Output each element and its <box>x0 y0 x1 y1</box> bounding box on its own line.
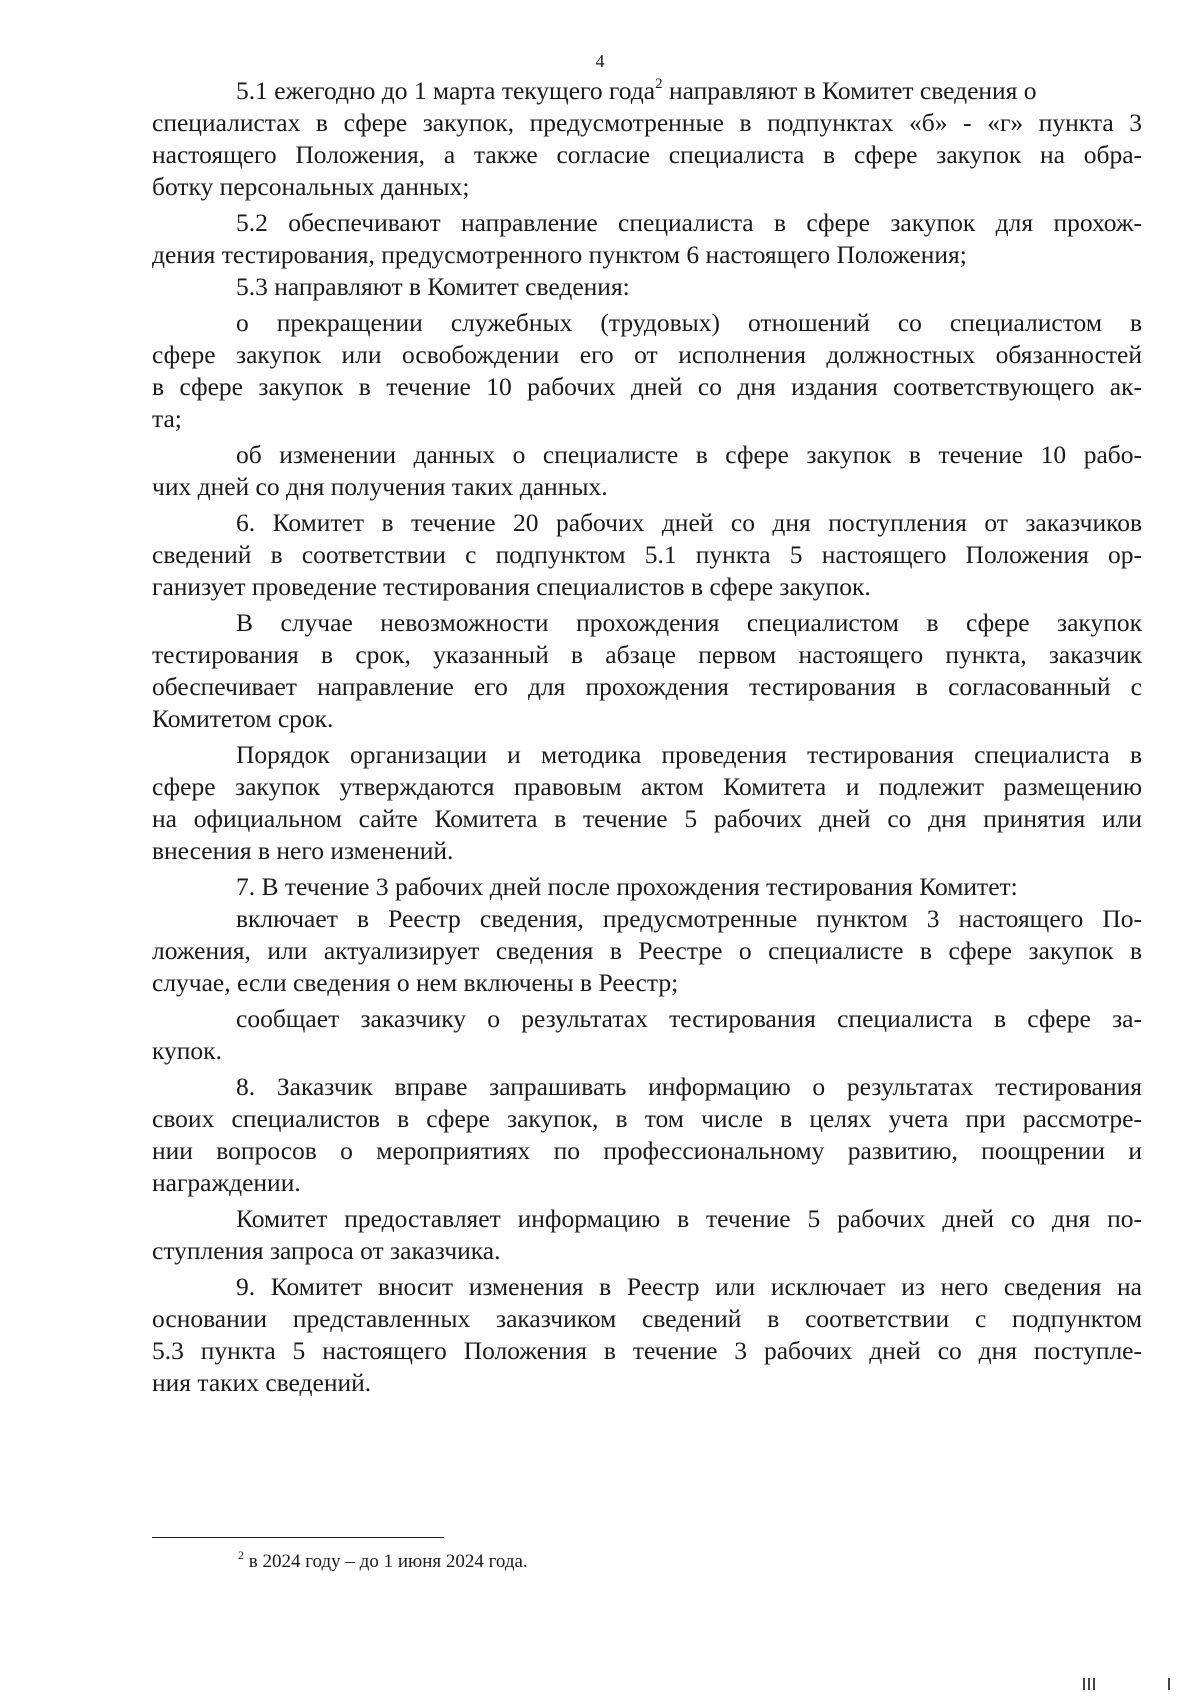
body-text-line <box>152 803 1142 835</box>
body-text-line <box>236 75 1037 107</box>
body-text-line <box>236 1203 1142 1235</box>
line-text: ступления запроса от заказчика. <box>152 1236 501 1265</box>
body-text-line <box>152 1135 1142 1167</box>
body-text-line <box>152 371 1142 403</box>
line-text: ботку персональных данных; <box>152 172 470 201</box>
line-text: обеспечивает направление его для прохождения тестирования в согласованный с <box>152 672 1142 701</box>
body-text-line <box>152 639 1142 671</box>
line-text: случае, если сведения о нем включены в Реестр; <box>152 968 679 997</box>
line-text-tail: направляют в Комитет сведения о <box>662 76 1037 105</box>
line-text: настоящего Положения, а также согласие специалиста в сфере закупок на обра- <box>152 140 1142 169</box>
line-text: чих дней со дня получения таких данных. <box>152 472 608 501</box>
scan-artifact-mark <box>1168 1678 1170 1690</box>
line-text: 9. Комитет вносит изменения в Реестр или исключает из него сведения на <box>236 1272 1142 1301</box>
line-text: своих специалистов в сфере закупок, в том числе в целях учета при рассмотре- <box>152 1104 1142 1133</box>
scan-artifact-mark <box>1083 1678 1085 1690</box>
line-text: тестирования в срок, указанный в абзаце первом настоящего пункта, заказчик <box>152 640 1142 669</box>
body-text-line <box>152 1335 1142 1367</box>
body-text-line <box>152 403 182 435</box>
line-text: ганизует проведение тестирования специалистов в сфере закупок. <box>152 572 871 601</box>
body-text-line <box>152 1167 301 1199</box>
body-text-line <box>152 339 1142 371</box>
line-text: 6. Комитет в течение 20 рабочих дней со дня поступления от заказчиков <box>236 508 1142 537</box>
body-text-line <box>152 935 1142 967</box>
body-text-line <box>152 471 608 503</box>
body-text-line <box>152 1367 371 1399</box>
footnote <box>238 1550 528 1574</box>
body-text-line <box>152 835 453 867</box>
scan-artifact-mark <box>1088 1678 1090 1690</box>
line-text: сфере закупок или освобождении его от исполнения должностных обязанностей <box>152 340 1142 369</box>
page-number: 4 <box>595 51 605 71</box>
line-text: об изменении данных о специалисте в сфере закупок в течение 10 рабо- <box>236 440 1142 469</box>
body-text-line <box>152 171 469 203</box>
line-text: ложения, или актуализирует сведения в Реестре о специалисте в сфере закупок в <box>152 936 1142 965</box>
line-text: Комитетом срок. <box>152 704 334 733</box>
body-text-line <box>236 607 1142 639</box>
line-text: 8. Заказчик вправе запрашивать информацию о результатах тестирования <box>236 1072 1142 1101</box>
footnote-mark: 2 <box>238 1548 244 1562</box>
footnote-reference: 2 <box>655 76 663 92</box>
body-text-line <box>236 307 1142 339</box>
body-text-line <box>236 1271 1142 1303</box>
line-text: о прекращении служебных (трудовых) отношений со специалистом в <box>236 308 1142 337</box>
body-text-line <box>152 571 871 603</box>
body-text-line <box>152 239 967 271</box>
line-text: Комитет предоставляет информацию в течение 5 рабочих дней со дня по- <box>236 1204 1142 1233</box>
line-text: 7. В течение 3 рабочих дней после прохождения тестирования Комитет: <box>236 872 1018 901</box>
line-text: В случае невозможности прохождения специалистом в сфере закупок <box>236 608 1142 637</box>
line-text: дения тестирования, предусмотренного пунктом 6 настоящего Положения; <box>152 240 967 269</box>
line-text: 5.1 ежегодно до 1 марта текущего года <box>236 76 656 105</box>
body-text-line <box>236 439 1142 471</box>
line-text: на официальном сайте Комитета в течение 5 рабочих дней со дня принятия или <box>152 804 1142 833</box>
line-text: включает в Реестр сведения, предусмотренные пунктом 3 настоящего По- <box>236 904 1142 933</box>
body-text-line <box>152 1303 1142 1335</box>
body-text-line <box>152 107 1142 139</box>
body-text-line <box>152 1235 501 1267</box>
line-text: 5.2 обеспечивают направление специалиста в сфере закупок для прохож- <box>236 208 1142 237</box>
body-text-line <box>236 271 630 303</box>
line-text: 5.3 направляют в Комитет сведения: <box>236 272 630 301</box>
body-text-line <box>152 1103 1142 1135</box>
body-text-line <box>152 539 1142 571</box>
line-text: сфере закупок утверждаются правовым актом Комитета и подлежит размещению <box>152 772 1142 801</box>
body-text-line <box>236 207 1142 239</box>
body-text-line <box>236 739 1142 771</box>
line-text: в сфере закупок в течение 10 рабочих дней со дня издания соответствующего ак- <box>152 372 1142 401</box>
line-text: специалистах в сфере закупок, предусмотренные в подпунктах «б» - «г» пункта 3 <box>152 108 1142 137</box>
line-text: основании представленных заказчиком сведений в соответствии с подпунктом <box>152 1304 1142 1333</box>
body-text-line <box>152 967 678 999</box>
body-text-line <box>152 671 1142 703</box>
footnote-text: в 2024 году – до 1 июня 2024 года. <box>244 1551 528 1572</box>
line-text: награждении. <box>152 1168 301 1197</box>
line-text: внесения в него изменений. <box>152 836 454 865</box>
line-text: купок. <box>152 1036 222 1065</box>
line-text: та; <box>152 404 182 433</box>
line-text: Порядок организации и методика проведения тестирования специалиста в <box>236 740 1142 769</box>
body-text-line <box>236 1071 1142 1103</box>
body-text-line <box>236 903 1142 935</box>
footnote-separator <box>152 1537 444 1538</box>
body-text-line <box>152 139 1142 171</box>
body-text-line <box>152 1035 222 1067</box>
line-text: 5.3 пункта 5 настоящего Положения в течение 3 рабочих дней со дня поступле- <box>152 1336 1142 1365</box>
body-text-line <box>236 1003 1142 1035</box>
body-text-line <box>236 507 1142 539</box>
scan-artifact-mark <box>1093 1678 1095 1690</box>
body-text-line <box>236 871 1018 903</box>
body-text-line <box>152 703 333 735</box>
line-text: сообщает заказчику о результатах тестирования специалиста в сфере за- <box>236 1004 1142 1033</box>
line-text: сведений в соответствии с подпунктом 5.1 пункта 5 настоящего Положения ор- <box>152 540 1142 569</box>
body-text-line <box>152 771 1142 803</box>
line-text: ния таких сведений. <box>152 1368 372 1397</box>
line-text: нии вопросов о мероприятиях по профессиональному развитию, поощрении и <box>152 1136 1142 1165</box>
